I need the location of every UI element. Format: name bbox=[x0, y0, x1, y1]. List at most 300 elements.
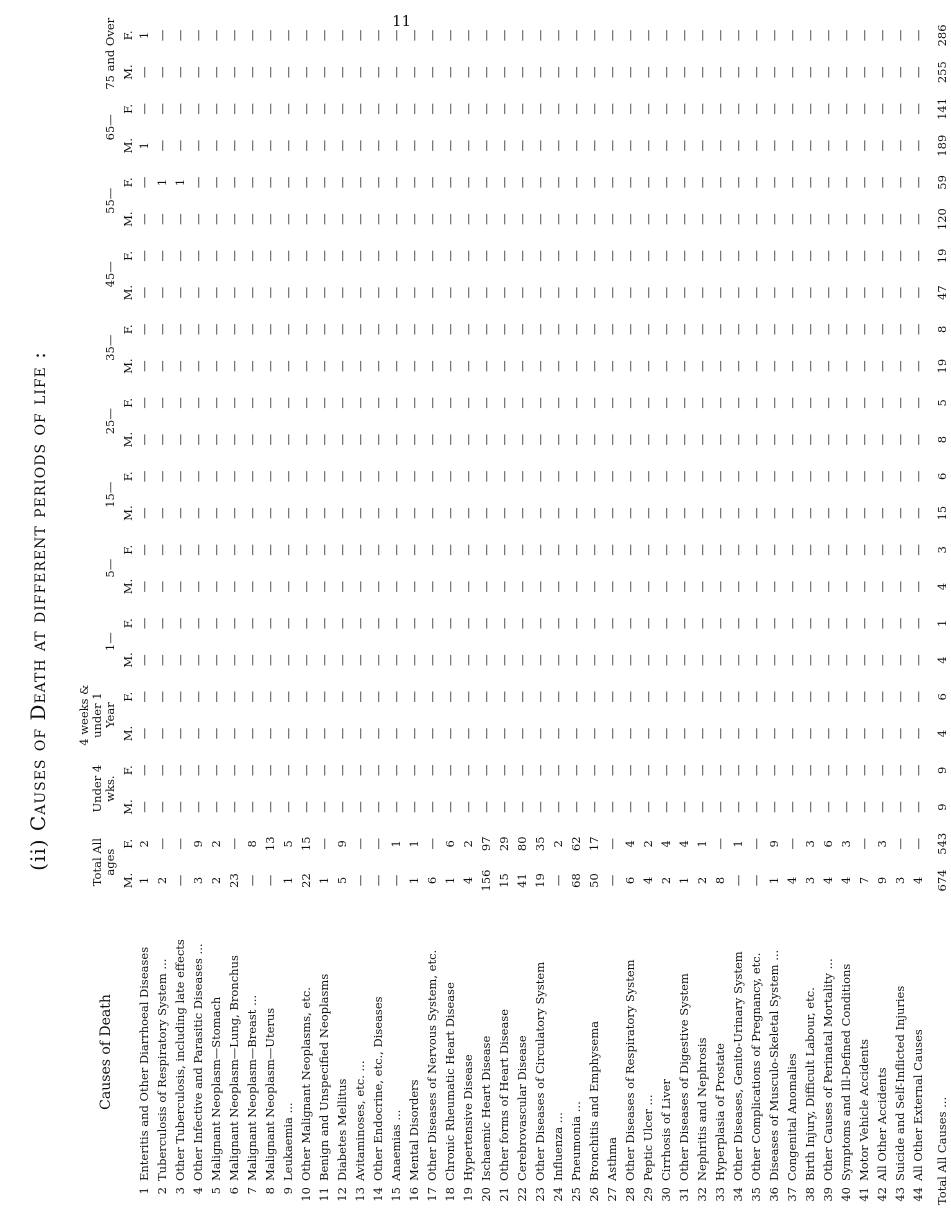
value-cell: — bbox=[173, 213, 187, 225]
value-cell: — bbox=[695, 323, 709, 336]
value-cell: — bbox=[173, 580, 187, 593]
value-cell: — bbox=[767, 103, 781, 115]
cause-number: 42 bbox=[875, 1187, 889, 1202]
value-cell: — bbox=[857, 250, 871, 262]
value-cell: — bbox=[551, 580, 565, 593]
value-cell: — bbox=[389, 580, 403, 593]
cause-number: 19 bbox=[461, 1187, 475, 1202]
cause-number: 40 bbox=[839, 1187, 853, 1202]
value-cell: — bbox=[677, 727, 691, 740]
value-cell: — bbox=[209, 250, 223, 262]
value-cell: — bbox=[875, 654, 889, 666]
cause-number: 30 bbox=[659, 1187, 673, 1202]
cause-cell bbox=[189, 899, 207, 1205]
cause-name: Other Malignant Neoplasms, etc. bbox=[299, 987, 313, 1181]
value-cell: — bbox=[227, 103, 241, 115]
value-cell: — bbox=[767, 29, 781, 42]
value-cell: — bbox=[821, 250, 835, 262]
value-cell: — bbox=[443, 286, 457, 299]
value-cell: — bbox=[641, 727, 655, 740]
value-cell: 9 bbox=[191, 840, 205, 848]
value-cell: — bbox=[785, 66, 799, 78]
value-cell: — bbox=[353, 286, 367, 299]
value-cell: — bbox=[317, 727, 331, 740]
value-cell: — bbox=[659, 176, 673, 189]
value-cell: — bbox=[875, 691, 889, 703]
cause-cell bbox=[891, 899, 909, 1205]
value-cell: — bbox=[407, 360, 421, 372]
value-cell: — bbox=[443, 397, 457, 409]
value-cell: — bbox=[677, 433, 691, 446]
value-cell: — bbox=[263, 874, 277, 887]
value-cell: — bbox=[353, 544, 367, 556]
value-cell: — bbox=[893, 838, 907, 850]
value-cell: — bbox=[479, 139, 493, 152]
value-cell: — bbox=[335, 360, 349, 372]
value-cell: — bbox=[389, 801, 403, 813]
value-cell: — bbox=[335, 764, 349, 777]
value-cell: — bbox=[497, 617, 511, 630]
value-cell: — bbox=[731, 250, 745, 262]
value-cell: — bbox=[137, 176, 151, 189]
sex-header: M. bbox=[121, 578, 135, 595]
value-cell: — bbox=[353, 654, 367, 666]
value-cell: 2 bbox=[155, 876, 169, 885]
table-row bbox=[675, 17, 693, 1205]
table-row bbox=[171, 17, 189, 1205]
value-cell: — bbox=[731, 433, 745, 446]
value-cell: — bbox=[695, 139, 709, 152]
value-cell: — bbox=[443, 507, 457, 519]
value-cell: — bbox=[281, 801, 295, 813]
sex-header: F. bbox=[121, 544, 135, 555]
value-cell: — bbox=[731, 470, 745, 483]
cause-name: Pneumonia ... bbox=[569, 1101, 583, 1181]
value-cell: — bbox=[479, 66, 493, 78]
value-cell: — bbox=[371, 213, 385, 225]
value-cell: 1 bbox=[695, 840, 709, 848]
total-value-cell: 5 bbox=[935, 399, 949, 407]
value-cell: — bbox=[353, 764, 367, 777]
cause-name: Asthma bbox=[605, 1137, 619, 1181]
value-cell: — bbox=[857, 838, 871, 850]
value-cell: — bbox=[695, 213, 709, 225]
value-cell: — bbox=[641, 213, 655, 225]
value-cell: — bbox=[173, 617, 187, 630]
value-cell: — bbox=[155, 397, 169, 409]
value-cell: — bbox=[227, 470, 241, 483]
value-cell: — bbox=[767, 544, 781, 556]
value-cell: — bbox=[515, 213, 529, 225]
total-value-cell: 141 bbox=[935, 97, 949, 120]
value-cell: — bbox=[263, 617, 277, 630]
value-cell: 1 bbox=[731, 840, 745, 848]
value-cell: — bbox=[353, 801, 367, 813]
cause-name: Diseases of Musculo-Skeletal System ... bbox=[767, 949, 781, 1181]
value-cell: — bbox=[749, 323, 763, 336]
value-cell: — bbox=[389, 176, 403, 189]
value-cell: — bbox=[317, 250, 331, 262]
value-cell: — bbox=[785, 691, 799, 703]
value-cell: — bbox=[857, 139, 871, 152]
cause-number: 24 bbox=[551, 1187, 565, 1202]
value-cell: — bbox=[857, 691, 871, 703]
table-row bbox=[315, 17, 333, 1205]
sex-header: F. bbox=[121, 691, 135, 702]
value-cell: — bbox=[281, 397, 295, 409]
value-cell: — bbox=[785, 544, 799, 556]
value-cell: — bbox=[605, 213, 619, 225]
value-cell: — bbox=[191, 29, 205, 42]
value-cell: — bbox=[443, 103, 457, 115]
value-cell: — bbox=[569, 103, 583, 115]
value-cell: — bbox=[605, 66, 619, 78]
value-cell: — bbox=[767, 139, 781, 152]
value-cell: — bbox=[173, 507, 187, 519]
value-cell: — bbox=[677, 397, 691, 409]
cause-name: Avitaminoses, etc. ... bbox=[353, 1060, 367, 1181]
value-cell: — bbox=[263, 433, 277, 446]
value-cell: — bbox=[461, 433, 475, 446]
cause-number: 1 bbox=[137, 1187, 151, 1195]
value-cell: — bbox=[605, 176, 619, 189]
value-cell: — bbox=[767, 66, 781, 78]
value-cell: — bbox=[551, 691, 565, 703]
value-cell: — bbox=[263, 103, 277, 115]
value-cell: — bbox=[281, 544, 295, 556]
value-cell: — bbox=[407, 66, 421, 78]
value-cell: — bbox=[245, 250, 259, 262]
cause-name: Cerebrovascular Disease bbox=[515, 1035, 529, 1181]
cause-number: 23 bbox=[533, 1187, 547, 1202]
value-cell: — bbox=[551, 250, 565, 262]
value-cell: — bbox=[425, 176, 439, 189]
value-cell: — bbox=[461, 323, 475, 336]
value-cell: 1 bbox=[317, 876, 331, 885]
table-row bbox=[909, 17, 927, 1205]
cause-number: 15 bbox=[389, 1187, 403, 1202]
cause-cell bbox=[135, 899, 153, 1205]
value-cell: — bbox=[677, 544, 691, 556]
value-cell: — bbox=[839, 727, 853, 740]
cause-cell bbox=[909, 899, 927, 1205]
value-cell: — bbox=[839, 29, 853, 42]
value-cell: — bbox=[893, 66, 907, 78]
value-cell: — bbox=[623, 654, 637, 666]
value-cell: — bbox=[335, 470, 349, 483]
value-cell: — bbox=[245, 544, 259, 556]
value-cell: — bbox=[461, 801, 475, 813]
sex-header: F. bbox=[121, 471, 135, 482]
value-cell: — bbox=[785, 29, 799, 42]
value-cell: — bbox=[263, 801, 277, 813]
value-cell: — bbox=[857, 507, 871, 519]
value-cell: — bbox=[767, 397, 781, 409]
value-cell: — bbox=[623, 764, 637, 777]
value-cell: — bbox=[749, 176, 763, 189]
value-cell: — bbox=[641, 691, 655, 703]
value-cell: — bbox=[893, 103, 907, 115]
table-row bbox=[657, 17, 675, 1205]
table-row bbox=[549, 17, 567, 1205]
cause-cell bbox=[441, 899, 459, 1205]
value-cell: — bbox=[587, 654, 601, 666]
value-cell: — bbox=[677, 286, 691, 299]
total-value-cell: 189 bbox=[935, 134, 949, 157]
value-cell: — bbox=[155, 103, 169, 115]
value-cell: — bbox=[137, 103, 151, 115]
value-cell: — bbox=[155, 250, 169, 262]
value-cell: — bbox=[191, 544, 205, 556]
value-cell: — bbox=[587, 250, 601, 262]
value-cell: — bbox=[533, 727, 547, 740]
value-cell: — bbox=[605, 103, 619, 115]
value-cell: — bbox=[533, 764, 547, 777]
value-cell: — bbox=[623, 470, 637, 483]
value-cell: — bbox=[209, 29, 223, 42]
value-cell: — bbox=[191, 139, 205, 152]
value-cell: — bbox=[155, 544, 169, 556]
value-cell: — bbox=[371, 727, 385, 740]
total-value-cell: 255 bbox=[935, 61, 949, 84]
value-cell: — bbox=[569, 544, 583, 556]
value-cell: — bbox=[605, 874, 619, 887]
value-cell: — bbox=[641, 764, 655, 777]
value-cell: — bbox=[821, 176, 835, 189]
value-cell: — bbox=[407, 286, 421, 299]
table-row bbox=[207, 17, 225, 1205]
value-cell: — bbox=[803, 66, 817, 78]
value-cell: — bbox=[569, 433, 583, 446]
value-cell: — bbox=[353, 874, 367, 887]
value-cell: — bbox=[821, 544, 835, 556]
value-cell: — bbox=[317, 433, 331, 446]
value-cell: — bbox=[605, 507, 619, 519]
value-cell: — bbox=[659, 433, 673, 446]
value-cell: — bbox=[551, 103, 565, 115]
value-cell: — bbox=[335, 176, 349, 189]
value-cell: — bbox=[479, 250, 493, 262]
value-cell: — bbox=[569, 286, 583, 299]
value-cell: — bbox=[659, 250, 673, 262]
value-cell: — bbox=[209, 286, 223, 299]
cause-number: 6 bbox=[227, 1187, 241, 1195]
total-value-cell: 120 bbox=[935, 208, 949, 231]
cause-number: 13 bbox=[353, 1187, 367, 1202]
value-cell: — bbox=[857, 397, 871, 409]
value-cell: — bbox=[875, 29, 889, 42]
value-cell: — bbox=[839, 286, 853, 299]
value-cell: — bbox=[515, 29, 529, 42]
value-cell: — bbox=[227, 764, 241, 777]
value-cell: — bbox=[245, 764, 259, 777]
table-row bbox=[603, 17, 621, 1205]
value-cell: — bbox=[641, 507, 655, 519]
value-cell: — bbox=[641, 29, 655, 42]
value-cell: — bbox=[713, 286, 727, 299]
value-cell: — bbox=[821, 360, 835, 372]
value-cell: — bbox=[317, 139, 331, 152]
value-cell: — bbox=[389, 507, 403, 519]
value-cell: — bbox=[731, 874, 745, 887]
age-group-header: 55— bbox=[103, 187, 117, 214]
value-cell: — bbox=[479, 29, 493, 42]
value-cell: — bbox=[857, 360, 871, 372]
value-cell: — bbox=[731, 66, 745, 78]
value-cell: — bbox=[137, 691, 151, 703]
cause-cell bbox=[171, 899, 189, 1205]
value-cell: — bbox=[677, 654, 691, 666]
value-cell: 13 bbox=[263, 836, 277, 852]
value-cell: — bbox=[515, 176, 529, 189]
value-cell: — bbox=[173, 544, 187, 556]
value-cell: — bbox=[371, 29, 385, 42]
value-cell: — bbox=[317, 838, 331, 850]
value-cell: — bbox=[245, 580, 259, 593]
value-cell: — bbox=[767, 691, 781, 703]
value-cell: — bbox=[155, 139, 169, 152]
cause-number: 3 bbox=[173, 1187, 187, 1195]
value-cell: — bbox=[425, 213, 439, 225]
value-cell: — bbox=[155, 286, 169, 299]
table-row bbox=[837, 17, 855, 1205]
value-cell: — bbox=[749, 580, 763, 593]
value-cell: — bbox=[587, 544, 601, 556]
value-cell: — bbox=[533, 323, 547, 336]
value-cell: — bbox=[695, 360, 709, 372]
value-cell: 6 bbox=[821, 840, 835, 848]
value-cell: — bbox=[605, 29, 619, 42]
value-cell: 2 bbox=[551, 840, 565, 848]
value-cell: — bbox=[191, 470, 205, 483]
value-cell: — bbox=[191, 507, 205, 519]
value-cell: 22 bbox=[299, 873, 313, 888]
value-cell: — bbox=[263, 764, 277, 777]
value-cell: — bbox=[587, 213, 601, 225]
value-cell: — bbox=[659, 507, 673, 519]
value-cell: — bbox=[407, 103, 421, 115]
value-cell: — bbox=[407, 323, 421, 336]
value-cell: — bbox=[245, 139, 259, 152]
value-cell: — bbox=[443, 433, 457, 446]
value-cell: — bbox=[677, 470, 691, 483]
value-cell: — bbox=[677, 103, 691, 115]
total-value-cell: 3 bbox=[935, 546, 949, 554]
value-cell: — bbox=[281, 176, 295, 189]
value-cell: — bbox=[623, 433, 637, 446]
value-cell: — bbox=[461, 103, 475, 115]
value-cell: — bbox=[605, 727, 619, 740]
value-cell: — bbox=[767, 176, 781, 189]
value-cell: — bbox=[299, 250, 313, 262]
value-cell: — bbox=[551, 213, 565, 225]
value-cell: — bbox=[695, 286, 709, 299]
table-row bbox=[783, 17, 801, 1205]
value-cell: — bbox=[911, 213, 925, 225]
value-cell: — bbox=[533, 176, 547, 189]
value-cell: — bbox=[191, 654, 205, 666]
cause-name: Ischaemic Heart Disease bbox=[479, 1035, 493, 1181]
value-cell: — bbox=[659, 286, 673, 299]
value-cell: — bbox=[515, 397, 529, 409]
value-cell: — bbox=[731, 397, 745, 409]
value-cell: — bbox=[641, 617, 655, 630]
value-cell: — bbox=[641, 323, 655, 336]
value-cell: — bbox=[281, 29, 295, 42]
value-cell: — bbox=[155, 66, 169, 78]
value-cell: — bbox=[623, 103, 637, 115]
value-cell: 4 bbox=[785, 876, 799, 885]
value-cell: 97 bbox=[479, 836, 493, 852]
value-cell: — bbox=[443, 801, 457, 813]
value-cell: — bbox=[425, 470, 439, 483]
value-cell: — bbox=[155, 507, 169, 519]
cause-cell bbox=[549, 899, 567, 1205]
value-cell: — bbox=[245, 213, 259, 225]
value-cell: — bbox=[173, 838, 187, 850]
value-cell: — bbox=[659, 727, 673, 740]
table-row bbox=[441, 17, 459, 1205]
value-cell: — bbox=[497, 213, 511, 225]
value-cell: — bbox=[281, 139, 295, 152]
value-cell: — bbox=[353, 507, 367, 519]
value-cell: — bbox=[893, 213, 907, 225]
value-cell: 2 bbox=[209, 840, 223, 848]
value-cell: — bbox=[749, 838, 763, 850]
value-cell: — bbox=[299, 691, 313, 703]
value-cell: — bbox=[821, 139, 835, 152]
value-cell: — bbox=[227, 838, 241, 850]
value-cell: — bbox=[695, 617, 709, 630]
cause-cell bbox=[585, 899, 603, 1205]
value-cell: — bbox=[461, 360, 475, 372]
value-cell: — bbox=[389, 654, 403, 666]
value-cell: — bbox=[479, 397, 493, 409]
cause-cell bbox=[639, 899, 657, 1205]
table-row bbox=[495, 17, 513, 1205]
value-cell: — bbox=[353, 323, 367, 336]
cause-name: Other forms of Heart Disease bbox=[497, 1008, 511, 1181]
value-cell: — bbox=[515, 139, 529, 152]
value-cell: — bbox=[749, 397, 763, 409]
value-cell: 3 bbox=[803, 876, 817, 885]
cause-cell bbox=[783, 899, 801, 1205]
value-cell: — bbox=[677, 176, 691, 189]
sex-header: M. bbox=[121, 799, 135, 815]
value-cell: — bbox=[353, 397, 367, 409]
value-cell: — bbox=[173, 286, 187, 299]
value-cell: — bbox=[605, 617, 619, 630]
value-cell: — bbox=[551, 139, 565, 152]
value-cell: — bbox=[497, 580, 511, 593]
value-cell: — bbox=[587, 360, 601, 372]
value-cell: — bbox=[263, 286, 277, 299]
cause-number: 4 bbox=[191, 1187, 205, 1195]
value-cell: — bbox=[587, 103, 601, 115]
value-cell: — bbox=[155, 470, 169, 483]
value-cell: — bbox=[551, 29, 565, 42]
value-cell: — bbox=[461, 691, 475, 703]
age-group-header-row bbox=[78, 17, 117, 1205]
value-cell: — bbox=[353, 103, 367, 115]
value-cell: — bbox=[677, 29, 691, 42]
value-cell: — bbox=[893, 580, 907, 593]
value-cell: — bbox=[875, 323, 889, 336]
value-cell: — bbox=[839, 470, 853, 483]
value-cell: 4 bbox=[839, 876, 853, 885]
value-cell: — bbox=[569, 29, 583, 42]
value-cell: — bbox=[569, 580, 583, 593]
